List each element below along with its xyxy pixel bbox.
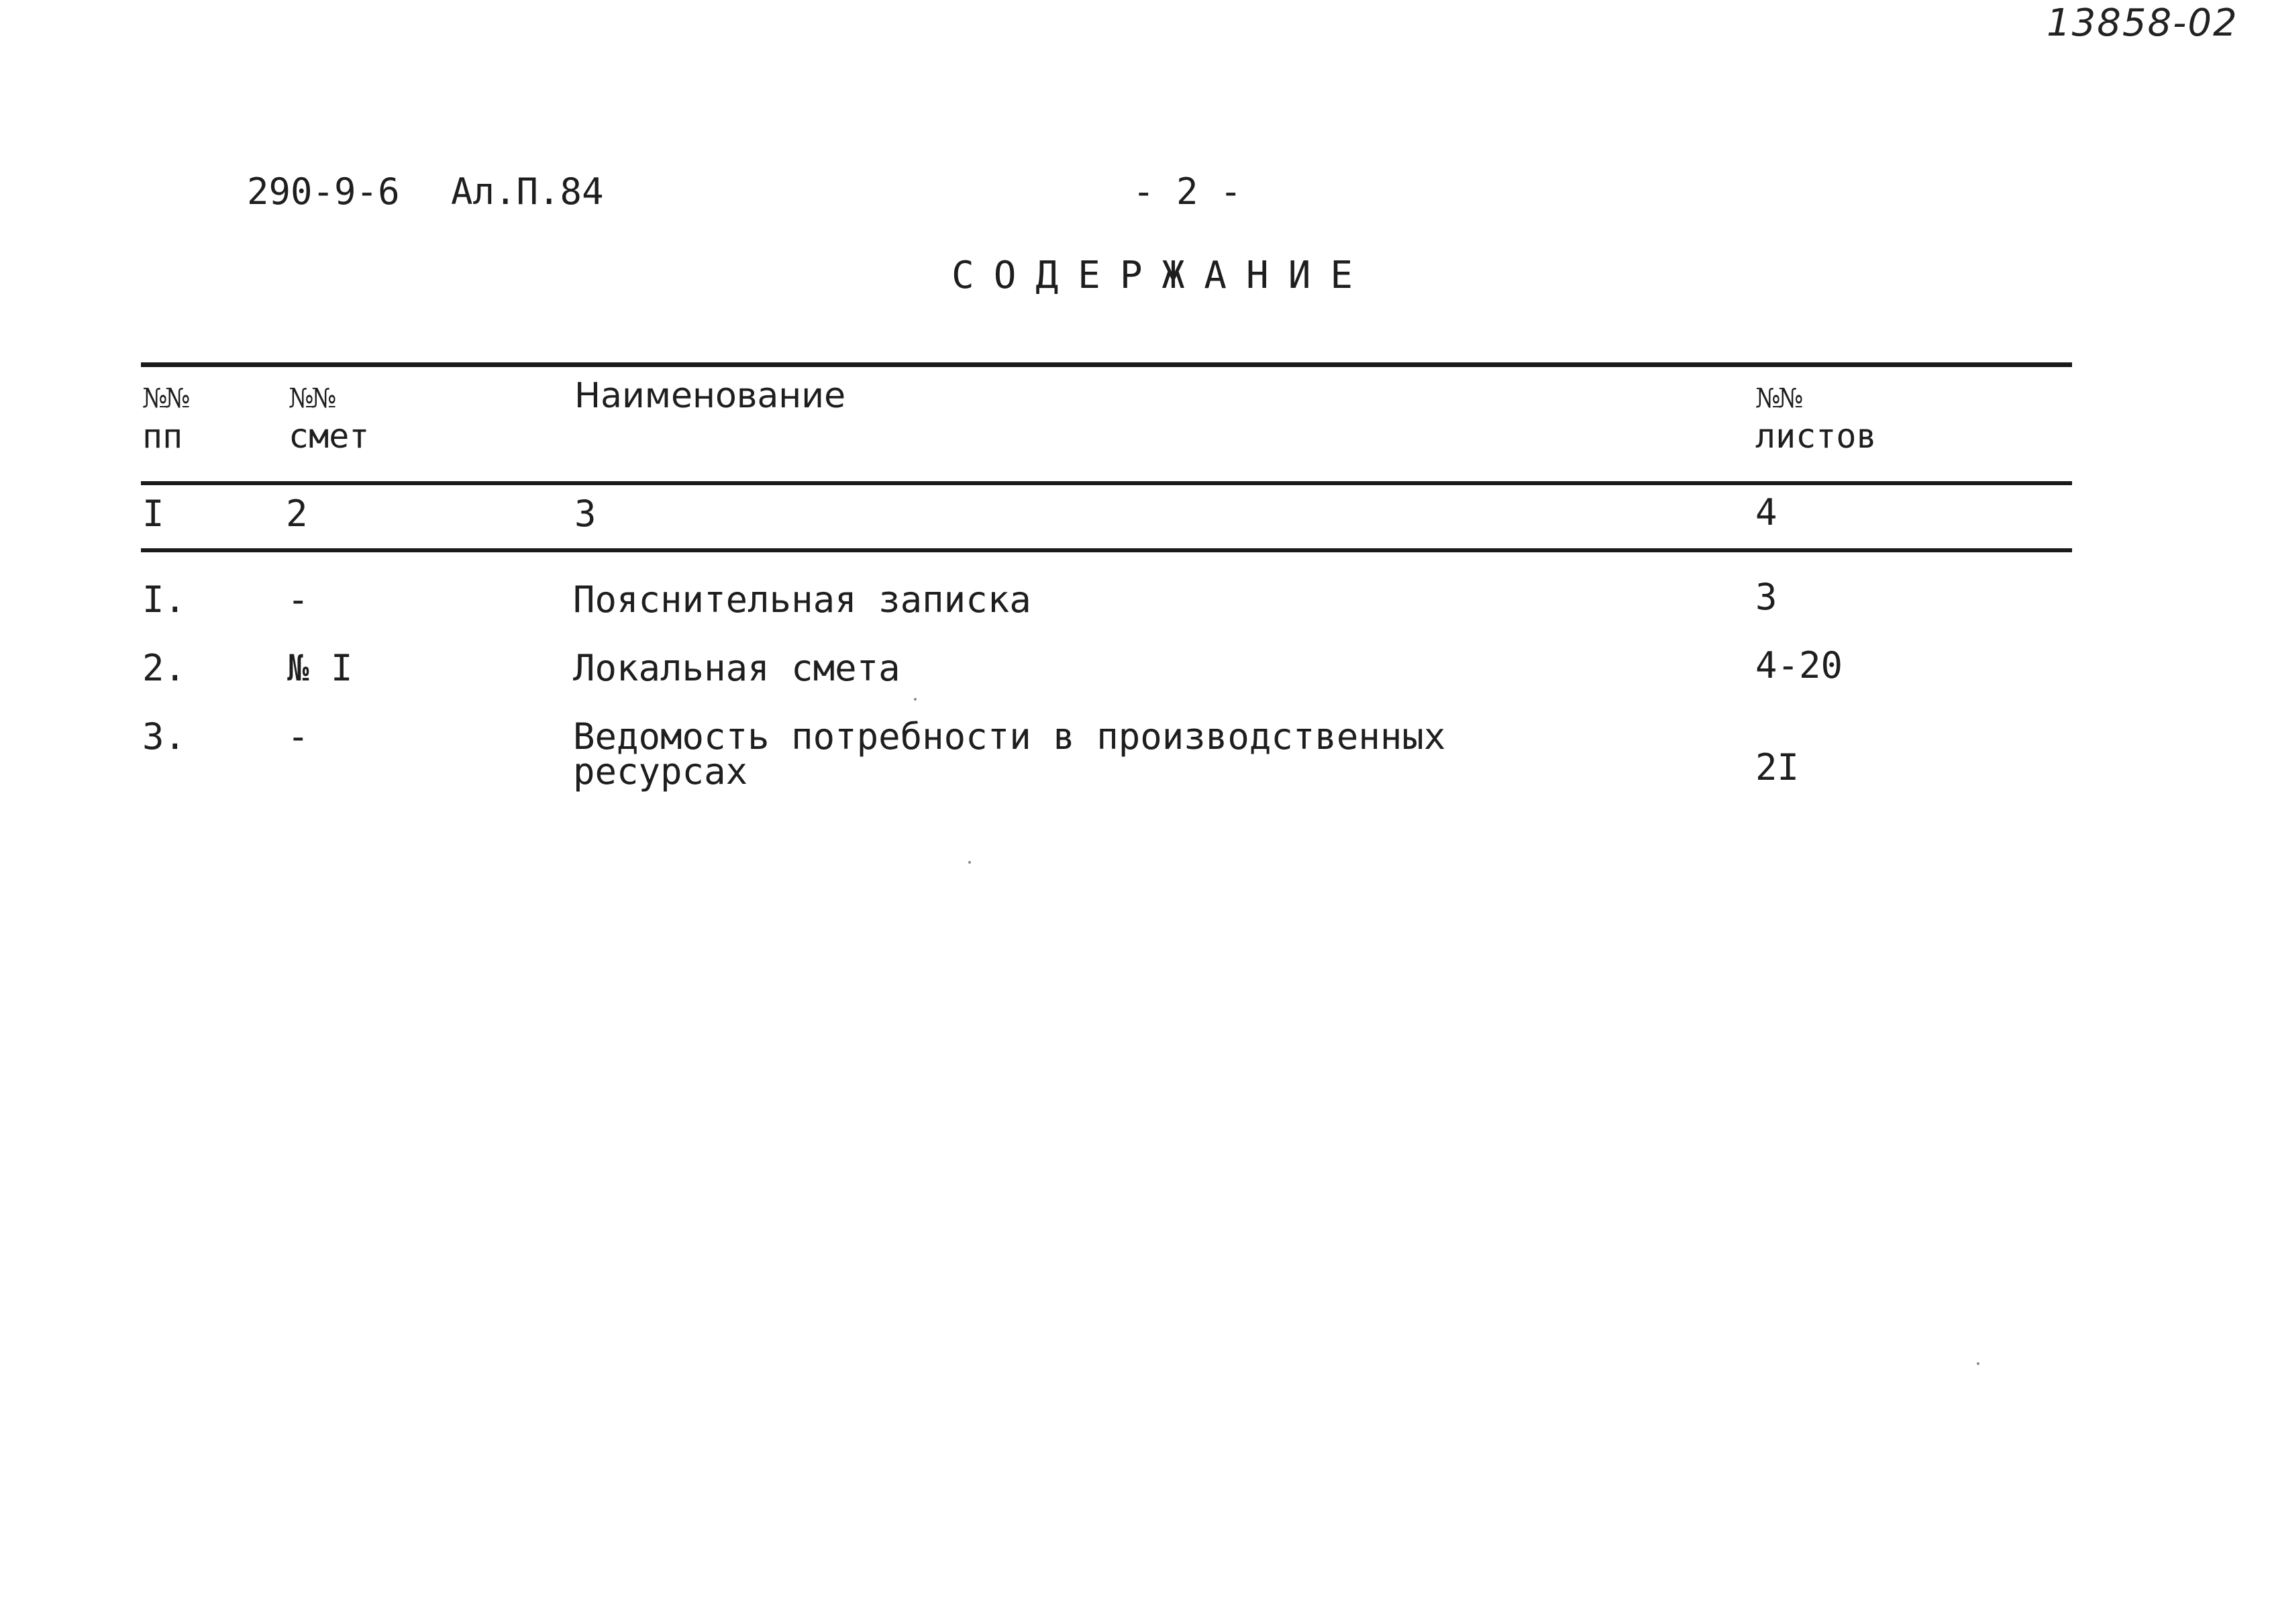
column-header-smet-label: смет — [289, 417, 370, 456]
column-header-smet-numsign: №№ — [289, 383, 334, 414]
page-number: - 2 - — [1133, 170, 1242, 213]
column-header-sheets-label: листов — [1755, 417, 1877, 456]
column-number-4: 4 — [1755, 491, 1777, 534]
table-header-rule — [141, 481, 2072, 485]
column-header-pp — [142, 380, 188, 455]
row-1-pp: I. — [142, 578, 187, 621]
scan-speck — [968, 861, 971, 864]
page-title: СОДЕРЖАНИЕ — [951, 254, 1373, 297]
album-reference: Ал.П.84 — [451, 170, 604, 213]
row-2-name: Локальная смета — [573, 647, 900, 689]
column-header-name: Наименование — [574, 376, 846, 416]
row-2-smeta: № I — [287, 647, 353, 689]
scan-speck — [1977, 1362, 1979, 1365]
row-1-sheets: 3 — [1755, 576, 1777, 618]
row-2-sheets: 4-20 — [1755, 644, 1843, 687]
row-3-name-line-1: Ведомость потребности в производственных — [573, 715, 1446, 758]
column-number-1: I — [142, 493, 164, 535]
row-1-name: Пояснительная записка — [573, 578, 1031, 621]
column-number-2: 2 — [286, 493, 308, 535]
column-header-smet — [289, 380, 369, 455]
table-numbers-rule — [141, 548, 2072, 552]
column-header-pp-numsign: №№ — [142, 383, 188, 414]
row-3-smeta: - — [287, 715, 309, 758]
scan-speck — [914, 698, 917, 701]
archive-stamp: 13858-02 — [2047, 1, 2238, 45]
row-1-smeta: - — [287, 578, 309, 621]
row-3-pp: 3. — [142, 715, 187, 758]
column-header-pp-label: пп — [142, 417, 183, 456]
column-number-3: 3 — [574, 493, 597, 535]
row-3-sheets: 2I — [1755, 746, 1800, 789]
document-code: 290-9-6 — [247, 170, 400, 213]
table-top-rule — [141, 362, 2072, 367]
row-2-pp: 2. — [142, 647, 187, 689]
column-header-sheets-numsign: №№ — [1755, 383, 1801, 414]
row-3-name-line-2: ресурсах — [573, 750, 748, 793]
column-header-sheets — [1755, 380, 1877, 455]
